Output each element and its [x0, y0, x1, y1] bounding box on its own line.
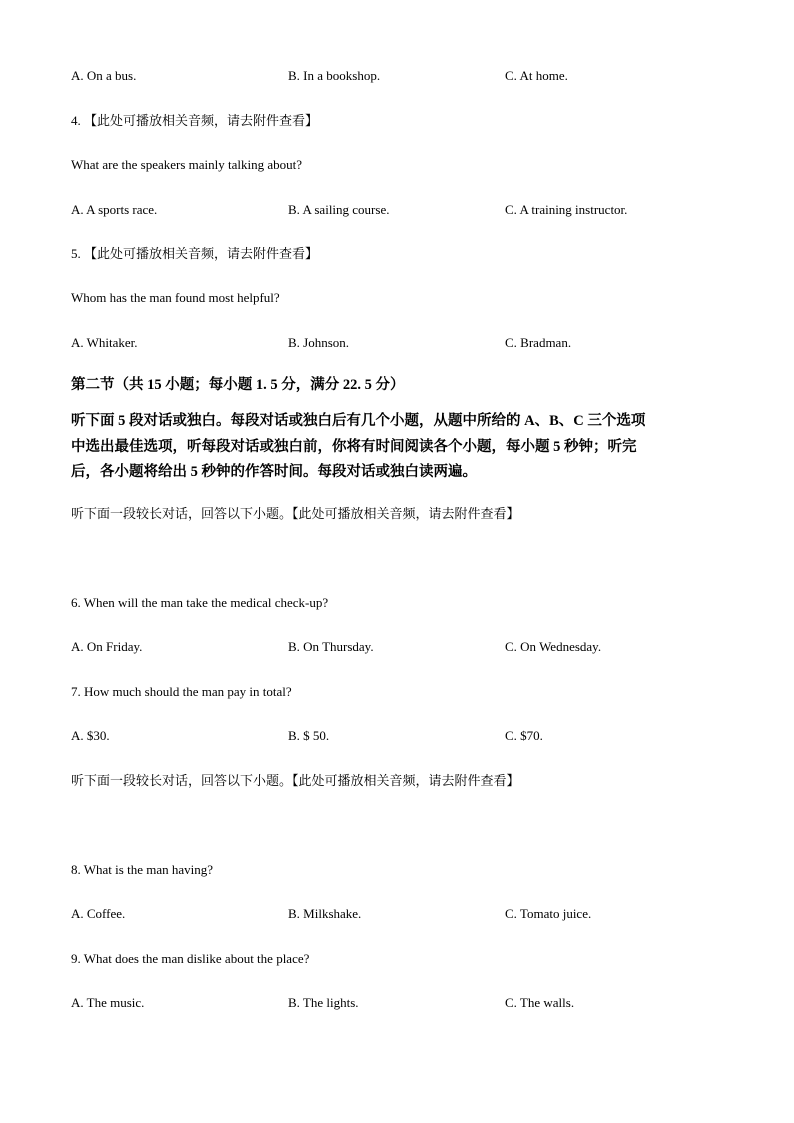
q9-question: 9. What does the man dislike about the place? [71, 951, 310, 966]
q4-option-a: A. A sports race. [71, 202, 158, 217]
q4-question: What are the speakers mainly talking about? [71, 157, 303, 172]
q9-option-a: A. The music. [71, 995, 145, 1010]
q4-option-b: B. A sailing course. [288, 202, 390, 217]
q9-option-c: C. The walls. [505, 995, 575, 1010]
dialog-1-intro: 听下面一段较长对话，回答以下小题。【此处可播放相关音频，请去附件查看】 [71, 506, 520, 521]
q8-option-c: C. Tomato juice. [505, 906, 592, 921]
section-2-instructions [71, 409, 711, 486]
q5-question: Whom has the man found most helpful? [71, 290, 280, 305]
instruction-line: 听下面 5 段对话或独白。每段对话或独白后有几个小题，从题中所给的 A、B、C 三个选项 [71, 413, 646, 429]
section-2-title: 第二节（共 15 小题；每小题 1. 5 分，满分 22. 5 分） [71, 377, 405, 393]
q7-question: 7. How much should the man pay in total? [71, 684, 292, 699]
q4-option-c: C. A training instructor. [505, 202, 628, 217]
q6-option-a: A. On Friday. [71, 639, 143, 654]
q7-option-b: B. $ 50. [288, 728, 330, 743]
q6-question: 6. When will the man take the medical check-up? [71, 595, 329, 610]
q6-option-c: C. On Wednesday. [505, 639, 602, 654]
q3-option-b: B. In a bookshop. [288, 68, 381, 83]
q5-option-a: A. Whitaker. [71, 335, 138, 350]
q8-question: 8. What is the man having? [71, 862, 214, 877]
q4-audio-note: 4. 【此处可播放相关音频，请去附件查看】 [71, 113, 319, 128]
q3-option-a: A. On a bus. [71, 68, 137, 83]
dialog-2-intro: 听下面一段较长对话，回答以下小题。【此处可播放相关音频，请去附件查看】 [71, 773, 520, 788]
q6-option-b: B. On Thursday. [288, 639, 374, 654]
q5-option-c: C. Bradman. [505, 335, 572, 350]
q9-option-b: B. The lights. [288, 995, 359, 1010]
q8-option-b: B. Milkshake. [288, 906, 362, 921]
q5-option-b: B. Johnson. [288, 335, 350, 350]
q5-audio-note: 5. 【此处可播放相关音频，请去附件查看】 [71, 246, 319, 261]
q7-option-c: C. $70. [505, 728, 543, 743]
instruction-line: 后，各小题将给出 5 秒钟的作答时间。每段对话或独白读两遍。 [71, 464, 477, 480]
instruction-line: 中选出最佳选项，听每段对话或独白前，你将有时间阅读各个小题，每小题 5 秒钟；听完 [71, 438, 637, 455]
q3-option-c: C. At home. [505, 68, 568, 83]
q8-option-a: A. Coffee. [71, 906, 126, 921]
q7-option-a: A. $30. [71, 728, 110, 743]
